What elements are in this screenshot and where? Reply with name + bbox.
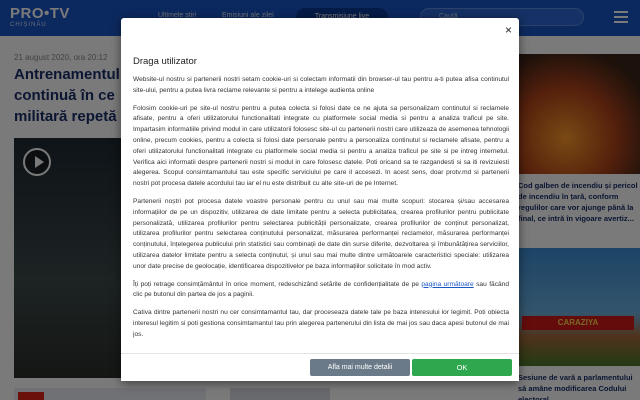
consent-paragraph: Website-ul nostru si partenerii nostri setam cookie-uri si colectam informatii din browser-ul tau pentru a-ti putea afisa continutul site-ului, pentru a putea livra reclame relevante si pentru a intelege audienta online <box>133 76 509 94</box>
consent-paragraph: Folosim cookie-uri pe site-ul nostru pentru a putea colecta si folosi date ce ne ajuta sa personalizam continutul si reclamele afisate, pentru a oferi utilizatorului functionalitati integrate cu platformele social media si pentru a analiza traficul pe site. Impartasim informatiile privind modul in care utilizatorii folosesc site-ul cu partenerii nostri care utilizeaza de asemenea tehnologii online, precum cookies, pentru a colecta si folosi date personale pentru a personaliza continutul si reclamele afisate, pentru a oferi utilizatorului functionalitati integrate cu platformele social media si pentru a analiza traficul pe site si pe intreg internetul. Verifica aici informatii despre partenerii nostri si modul in care folosesc datele. Poti oricand sa te razgandesti si sa iti revizuiesti alegerea. Scopul consimtamantului tau este specific serviciului pe care il accesezi. In acest sens, doar protv.md si partenerii nostri pot procesa datele acordului tau iar el nu este distribuit cu alte site-uri de pe Internet. <box>133 104 509 188</box>
ok-button[interactable]: OK <box>412 359 512 376</box>
cookie-consent-dialog <box>121 18 519 381</box>
consent-text: Îți poți retrage consimțământul în orice moment, redeschizând setările de confidențialitate de pe <box>133 280 422 288</box>
consent-paragraph <box>133 280 509 302</box>
dialog-footer <box>121 353 519 381</box>
consent-paragraph: Partenerii noștri pot procesa datele voastre personale pentru cu unul sau mai multe scopuri: stocarea și/sau accesarea informațiilor de pe un dispozitiv, utilizarea de date limitate pentru a selecta publicitatea, crearea profilurilor pentru publicitate personalizată, utilizarea profilurilor pentru selectarea publicității personalizate, crearea profilurilor de conținut personalizat, utilizarea profilurilor pentru selectarea conținutului personalizat, măsurarea performanței reclamelor, măsurarea performanței conținutului, înțelegerea publicului prin statistici sau combinații de date din surse diferite, dezvoltarea și îmbunătățirea serviciilor, utilizarea datelor limitate pentru a selecta conținutul, și unul sau mai multe dintre următoarele caracteristici speciale: utilizarea unor date precise de geolocație, identificarea dispozitivelor pe baza informațiilor solicitate în mod activ. <box>133 197 509 270</box>
dialog-title: Draga utilizator <box>133 56 197 67</box>
close-icon[interactable]: × <box>504 23 512 37</box>
next-page-link[interactable]: pagina următoare <box>421 280 474 288</box>
consent-text: sau făcând clic pe butonul din partea de jos a paginii. <box>133 280 509 299</box>
more-details-button[interactable]: Afla mai multe detalii <box>310 359 410 376</box>
consent-paragraph: Cativa dintre partenerii nostri nu cer consimtamantul tau, dar proceseaza datele tale pe baza interesului lor legimit. Poti obiecta interesul legitim si poti gestiona consimtamantul tau prin alegerea partenerului din lista de mai jos sau daca apesi butonul de mai jos. <box>133 309 509 338</box>
dialog-body[interactable] <box>133 75 509 353</box>
